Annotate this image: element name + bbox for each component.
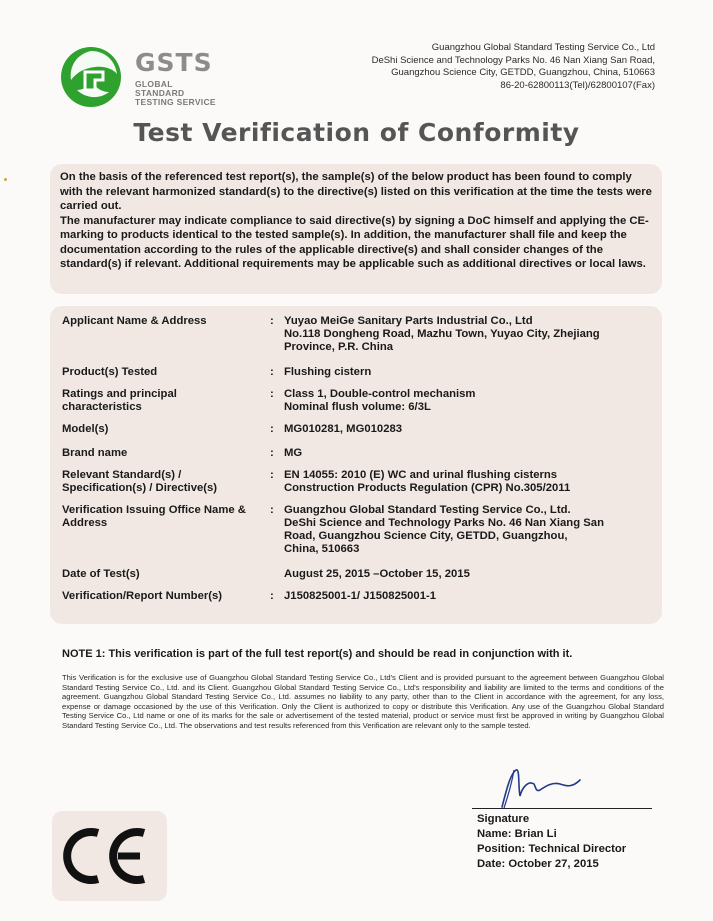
detail-label <box>62 568 270 590</box>
detail-label <box>62 447 270 469</box>
detail-label-line: Relevant Standard(s) / <box>62 469 182 481</box>
detail-label <box>62 315 270 366</box>
details-panel <box>50 306 662 624</box>
legal-fineprint: This Verification is for the exclusive use of Guangzhou Global Standard Testing Service Co., Ltd's Client and is provided pursuant to the agreement between Guangzhou Global Standard Testing Service Co., Ltd. and its Client. Guangzhou Global Standard Testing Service Co., Ltd's responsibility and liability are limited to the terms and conditions of the agreement. Guangzhou Global Standard Testing Service Co., Ltd. assumes no liability to any party, other than to the Client in accordance with the agreement, for any loss, expense or damage occasioned by the use of this Verification. Only the Client is authorized to copy or distribute this Verification. Any use of the Guangzhou Global Standard Testing Service Co., Ltd name or one of its marks for the sale or advertisement of the tested material, product or service must first be approved in writing by Guangzhou Global Standard Testing Service Co., Ltd. The observations and test results referenced from this Verification are relevant only to the sample tested. <box>62 673 664 730</box>
detail-value <box>284 469 650 504</box>
detail-value-line: DeShi Science and Technology Parks No. 46 Nan Xiang San <box>284 517 604 529</box>
detail-label <box>62 590 270 610</box>
detail-value <box>284 568 650 590</box>
detail-value <box>284 504 650 568</box>
detail-row-product <box>62 366 650 388</box>
detail-value <box>284 366 650 388</box>
detail-value-line: Road, Guangzhou Science City, GETDD, Guangzhou, <box>284 530 568 542</box>
detail-row-ratings <box>62 388 650 423</box>
detail-label-line: characteristics <box>62 401 142 413</box>
detail-label-line: Applicant Name & Address <box>62 315 207 327</box>
detail-value-line: Nominal flush volume: 6/3L <box>284 401 431 413</box>
signature-line <box>472 808 652 809</box>
detail-label-line: Address <box>62 517 108 529</box>
detail-value <box>284 447 650 469</box>
detail-row-applicant <box>62 315 650 366</box>
detail-value-line: No.118 Dongheng Road, Mazhu Town, Yuyao City, Zhejiang <box>284 328 600 340</box>
detail-label-line: Specification(s) / Directive(s) <box>62 482 218 494</box>
detail-label <box>62 366 270 388</box>
stray-dot <box>4 178 7 181</box>
detail-row-report-number <box>62 590 650 610</box>
detail-row-brand <box>62 447 650 469</box>
detail-value-line: Class 1, Double-control mechanism <box>284 388 476 400</box>
handwritten-signature-icon <box>492 762 592 812</box>
detail-colon: : <box>270 504 274 516</box>
detail-label <box>62 469 270 504</box>
intro-paragraph: The manufacturer may indicate compliance to said directive(s) by signing a DoC himself and applying the CE-marking to products identical to the tested sample(s). In addition, the manufacturer shall file and keep the documentation according to the rules of the applicable directive(s) and shall consider changes of the standard(s) if relevant. Additional requirements may be applicable such as additional directives or local laws. <box>60 214 649 270</box>
signatory-position: Position: Technical Director <box>477 843 627 855</box>
detail-value <box>284 423 650 447</box>
gsts-logo <box>55 42 215 112</box>
detail-value <box>284 388 650 423</box>
detail-label-line: Ratings and principal <box>62 388 177 400</box>
detail-row-issuing-office <box>62 504 650 568</box>
detail-value-line: Flushing cistern <box>284 366 372 378</box>
detail-value-line: MG <box>284 447 303 459</box>
signature-date: Date: October 27, 2015 <box>477 858 599 870</box>
company-contact-line: 86-20-62800113(Tel)/62800107(Fax) <box>500 79 655 91</box>
company-line: DeShi Science and Technology Parks No. 46 Nan Xiang San Road, <box>371 54 655 66</box>
detail-value-line: Guangzhou Global Standard Testing Service Co., Ltd. <box>284 504 571 516</box>
detail-label-line: Brand name <box>62 447 128 459</box>
verification-note: NOTE 1: This verification is part of the full test report(s) and should be read in conjunction with it. <box>62 648 573 660</box>
detail-value-line: Construction Products Regulation (CPR) No.305/2011 <box>284 482 571 494</box>
logo-tagline-line: TESTING SERVICE <box>135 97 216 107</box>
detail-value-line: MG010281, MG010283 <box>284 423 403 435</box>
detail-colon: : <box>270 315 274 327</box>
detail-label-line: Verification/Report Number(s) <box>62 590 223 602</box>
detail-value-line: EN 14055: 2010 (E) WC and urinal flushing cisterns <box>284 469 558 481</box>
detail-value-line: Province, P.R. China <box>284 341 394 353</box>
signatory-name: Name: Brian Li <box>477 828 557 840</box>
logo-tagline-line: STANDARD <box>135 88 185 98</box>
detail-label <box>62 423 270 447</box>
ce-mark-panel <box>52 811 167 901</box>
detail-value-line: Yuyao MeiGe Sanitary Parts Industrial Co., Ltd <box>284 315 533 327</box>
detail-colon <box>270 568 284 590</box>
signature-label: Signature <box>477 813 530 825</box>
logo-tagline <box>135 80 216 107</box>
ce-mark-icon <box>52 811 167 901</box>
company-line: Guangzhou Global Standard Testing Service Co., Ltd <box>431 42 655 53</box>
detail-label-line: Verification Issuing Office Name & <box>62 504 246 516</box>
detail-value-line: J150825001-1/ J150825001-1 <box>284 590 437 602</box>
logo-tagline-line: GLOBAL <box>135 79 173 89</box>
detail-row-standards <box>62 469 650 504</box>
signature-block <box>477 812 626 872</box>
company-line: Guangzhou Science City, GETDD, Guangzhou, China, 510663 <box>391 67 655 78</box>
detail-row-test-dates <box>62 568 650 590</box>
detail-colon: : <box>270 447 274 459</box>
detail-label-line: Product(s) Tested <box>62 366 158 378</box>
detail-colon: : <box>270 469 274 481</box>
detail-row-models <box>62 423 650 447</box>
detail-colon: : <box>270 366 274 378</box>
document-title: Test Verification of Conformity <box>133 118 580 147</box>
detail-value-line: August 25, 2015 –October 15, 2015 <box>284 568 470 580</box>
logo-name: GSTS <box>135 48 213 77</box>
gsts-logo-icon <box>55 42 127 112</box>
detail-label <box>62 504 270 568</box>
detail-colon: : <box>270 423 274 435</box>
detail-label-line: Model(s) <box>62 423 109 435</box>
intro-panel <box>50 164 662 294</box>
detail-value-line: China, 510663 <box>284 543 360 555</box>
detail-value <box>284 315 650 366</box>
detail-colon: : <box>270 590 274 602</box>
detail-label-line: Date of Test(s) <box>62 568 140 580</box>
intro-paragraph: On the basis of the referenced test report(s), the sample(s) of the below product has been found to comply with the relevant harmonized standard(s) to the directive(s) listed on this verification at the time the tests were carried out. <box>60 171 652 212</box>
detail-label <box>62 388 270 423</box>
detail-value <box>284 590 650 610</box>
company-address-block <box>372 42 655 92</box>
detail-colon: : <box>270 388 274 400</box>
